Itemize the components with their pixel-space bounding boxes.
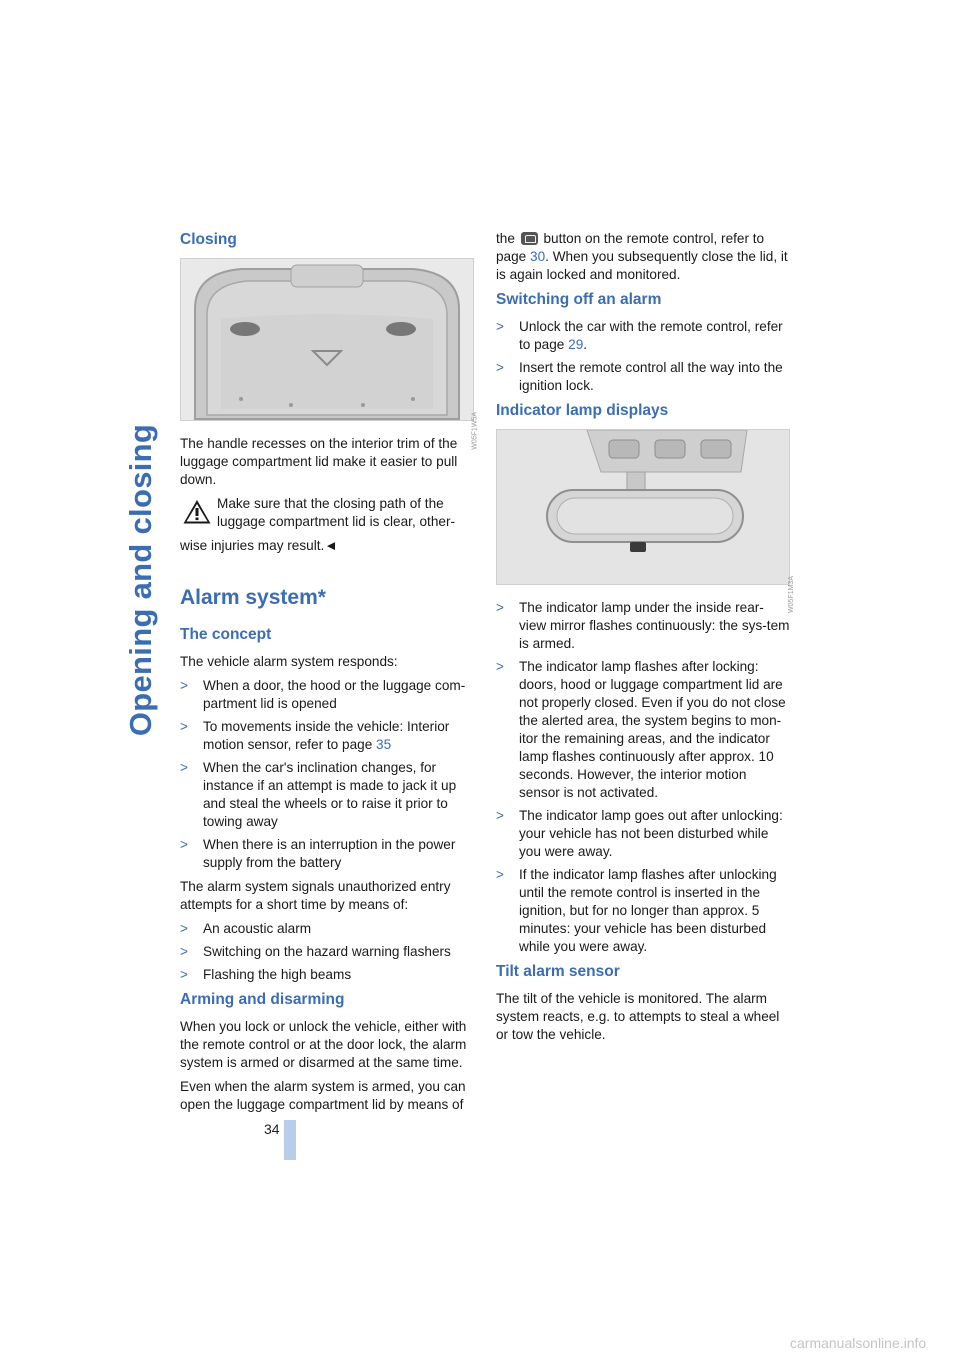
continued-text: the button on the remote control, refer to page 30. When you subsequently close the lid, it is again locked and monitored. [496,231,788,282]
indicator-list [496,599,790,956]
list-item: > An acoustic alarm [180,921,312,936]
figure-code: W05F1W5A [472,412,479,450]
closing-text: The handle recesses on the interior trim of the luggage compartment lid make it easier to pull down. [180,436,458,487]
tilt-text: The tilt of the vehicle is monitored. The alarm system reacts, e.g. to attempts to steal a wheel or tow the vehicle. [496,991,780,1042]
trunk-button-icon [521,232,538,245]
list-item: > To movements inside the vehicle: Interior motion sensor, refer to page 35 [180,719,450,752]
luggage-lid-illustration [181,259,473,420]
concept-heading: The concept [180,626,272,643]
page-bar [284,1120,296,1160]
responds-list [180,677,470,872]
figure-code: W05F1M3A [788,576,795,613]
list-item: > Insert the remote control all the way into the ignition lock. [496,360,783,393]
luggage-lid-figure [180,258,479,450]
warning-text: Make sure that the closing path of the luggage compartment lid is clear, other- [217,496,456,529]
rearview-mirror-illustration [497,430,789,584]
signals-list [180,920,470,984]
tilt-heading: Tilt alarm sensor [496,963,620,980]
section-title-vertical: Opening and closing [123,423,159,737]
list-item: > If the indicator lamp flashes after unlocking until the remote control is inserted in the ignition, but for no longer than approx. 5 minutes: your vehicle has been disturbed while you were away. [496,867,777,954]
mirror-figure [496,429,795,613]
concept-intro: The vehicle alarm system responds: [180,654,398,669]
warning-text-end: wise injuries may result.◄ [180,538,338,553]
arming-text-2: Even when the alarm system is armed, you can open the luggage compartment lid by means of [180,1079,466,1112]
list-item: > Switching on the hazard warning flashers [180,944,451,959]
warning-triangle-icon [182,498,212,525]
list-item: > The indicator lamp flashes after locking: doors, hood or luggage compartment lid are not properly closed. Even if you do not close the alerted area, the system begins to mon-itor the remaining areas, and the indicator lamp flashes continuously after approx. 10 seconds. However, the interior motion sensor is not activated. [496,659,786,800]
page-link-29[interactable]: 29 [568,337,584,352]
list-item: > Unlock the car with the remote control, refer to page 29. [496,319,783,352]
page-number: 34 [264,1121,280,1137]
alarm-system-heading: Alarm system* [180,586,326,609]
switch-off-heading: Switching off an alarm [496,291,662,308]
list-item: > When there is an interruption in the power supply from the battery [180,837,456,870]
switch-off-list [496,318,790,395]
left-column [180,230,479,1120]
end-mark: ◄ [324,538,338,553]
warning-note [180,495,470,555]
signals-intro: The alarm system signals unauthorized entry attempts for a short time by means of: [180,879,451,912]
indicator-heading: Indicator lamp displays [496,402,669,419]
list-item: > The indicator lamp under the inside rear-view mirror flashes continuously: the sys-tem is armed. [496,600,790,651]
closing-heading: Closing [180,231,237,248]
list-item: > The indicator lamp goes out after unlocking: your vehicle has not been disturbed while you were away. [496,808,783,859]
page-link-30[interactable]: 30 [530,249,546,264]
watermark: carmanualsonline.info [790,1335,927,1351]
arming-heading: Arming and disarming [180,991,345,1008]
list-item: > Flashing the high beams [180,967,352,982]
arming-text-1: When you lock or unlock the vehicle, either with the remote control or at the door lock, the alarm system is armed or disarmed at the same time. [180,1019,467,1070]
right-column [496,230,795,1050]
page-link-35[interactable]: 35 [376,737,392,752]
list-item: > When the car's inclination changes, for instance if an attempt is made to jack it up and steal the wheels or to raise it prior to towing away [180,760,457,829]
list-item: > When a door, the hood or the luggage com-partment lid is opened [180,678,466,711]
